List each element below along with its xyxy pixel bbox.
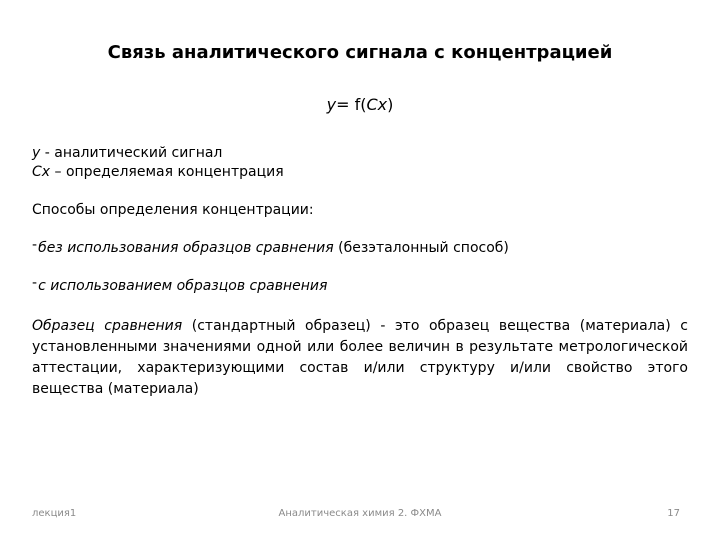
reference-sample-definition	[32, 316, 688, 400]
method-term: без использования образцов сравнения	[38, 240, 334, 256]
formula-expression	[327, 95, 394, 114]
spacer	[32, 296, 688, 316]
formula-cx: Cx	[366, 95, 388, 114]
methods-heading: Способы определения концентрации:	[32, 202, 314, 218]
reference-sample-text: (стандартный образец) - это образец вещества (материала) с установленными значениями одной или более величин в результате метрологической аттестации, характеризующими состав и/или структуру и/или свойство этого вещества (материала)	[32, 318, 688, 397]
definition-y	[32, 144, 688, 163]
definition-text: – определяемая концентрация	[50, 164, 284, 180]
dash-bullet: -	[32, 275, 38, 291]
spacer	[32, 220, 688, 239]
formula	[0, 95, 720, 114]
definition-term: Cx	[32, 164, 51, 180]
formula-eq: = f(	[336, 95, 367, 114]
slide-body	[32, 144, 688, 400]
reference-sample-term: Образец сравнения	[32, 318, 183, 334]
definition-term: y	[32, 145, 41, 161]
method-text: (безэталонный способ)	[333, 240, 509, 256]
method-item	[32, 277, 688, 296]
spacer	[32, 258, 688, 277]
formula-close: )	[387, 95, 394, 114]
definition-text: - аналитический сигнал	[40, 145, 223, 161]
formula-y: y	[326, 95, 337, 114]
method-item	[32, 239, 688, 258]
footer-course: Аналитическая химия 2. ФХМА	[278, 508, 442, 519]
slide-title: Связь аналитического сигнала с концентрацией	[107, 42, 613, 63]
definition-cx	[32, 163, 688, 182]
footer-lecture: лекция1	[32, 508, 77, 519]
dash-bullet: -	[32, 237, 38, 253]
footer-page-number: 17	[667, 508, 680, 519]
spacer	[32, 182, 688, 201]
method-term: с использованием образцов сравнения	[38, 278, 328, 294]
